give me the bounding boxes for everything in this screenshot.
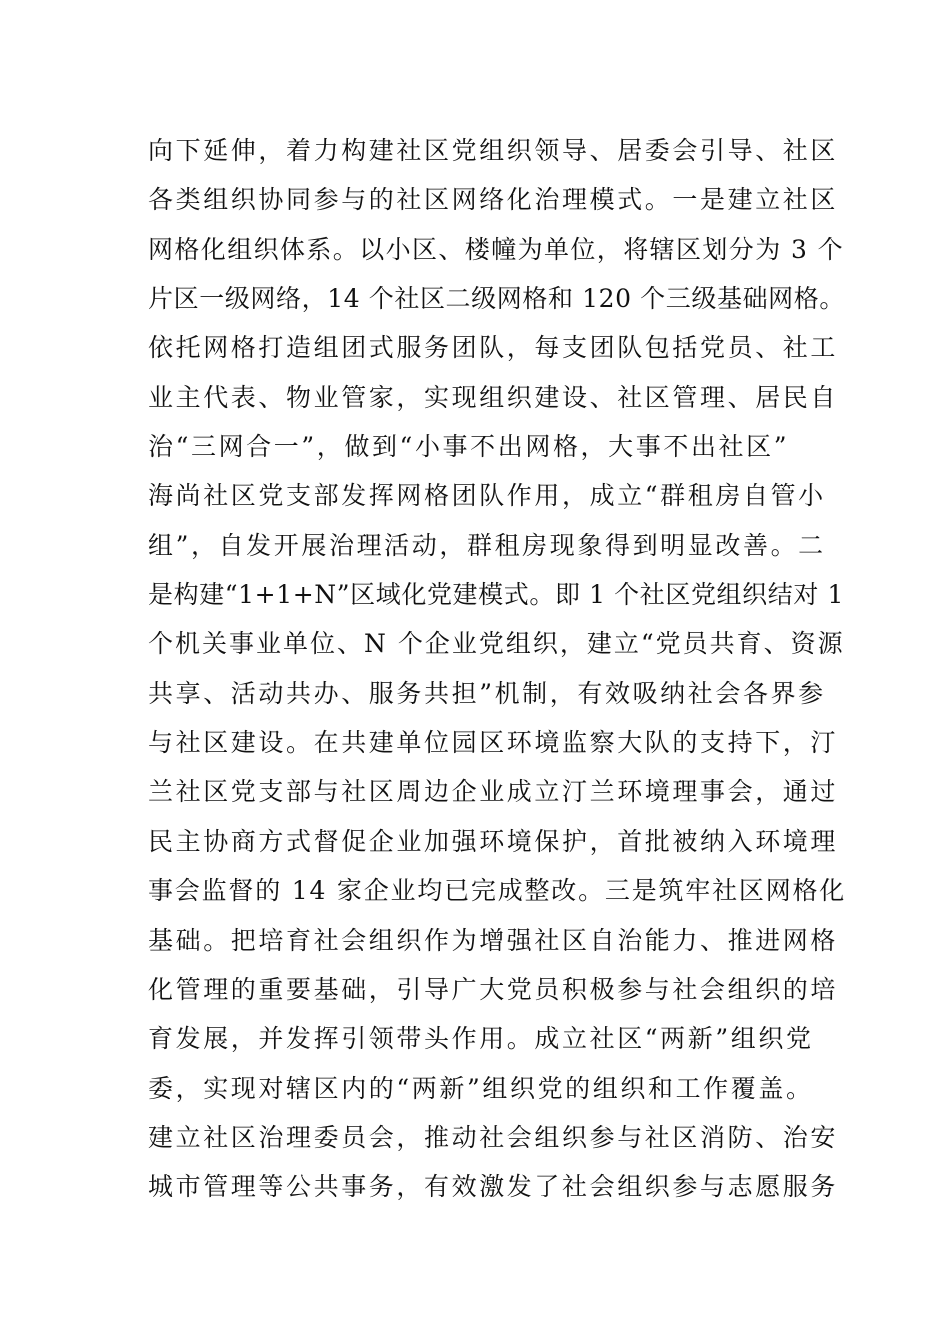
text-line: 民主协商方式督促企业加强环境保护，首批被纳入环境理	[148, 826, 839, 856]
text-line: 与社区建设。在共建单位园区环境监察大队的支持下，汀	[148, 728, 839, 758]
text-line: 个机关事业单位、N 个企业党组织，建立“党员共育、资源	[148, 629, 845, 659]
text-line: 化管理的重要基础，引导广大党员积极参与社会组织的培	[148, 974, 839, 1004]
text-line: 片区一级网络，14 个社区二级网格和 120 个三级基础网格。	[148, 284, 845, 314]
text-line: 育发展，并发挥引领带头作用。成立社区“两新”组织党	[148, 1024, 814, 1054]
text-line: 共享、活动共办、服务共担”机制，有效吸纳社会各界参	[148, 678, 826, 708]
text-line: 组”，自发开展治理活动，群租房现象得到明显改善。二	[148, 530, 826, 560]
text-line: 委，实现对辖区内的“两新”组织党的组织和工作覆盖。	[148, 1073, 814, 1103]
text-line: 海尚社区党支部发挥网格团队作用，成立“群租房自管小	[148, 481, 826, 511]
text-line: 业主代表、物业管家，实现组织建设、社区管理、居民自	[148, 382, 839, 412]
body-text	[148, 126, 848, 1212]
text-line: 各类组织协同参与的社区网络化治理模式。一是建立社区	[148, 185, 839, 215]
text-line: 兰社区党支部与社区周边企业成立汀兰环境理事会，通过	[148, 777, 839, 807]
text-line: 向下延伸，着力构建社区党组织领导、居委会引导、社区	[148, 136, 839, 165]
text-line: 网格化组织体系。以小区、楼幢为单位，将辖区划分为 3 个	[148, 234, 845, 264]
text-line: 依托网格打造组团式服务团队，每支团队包括党员、社工	[148, 333, 839, 363]
text-line: 基础。把培育社会组织作为增强社区自治能力、推进网格	[148, 925, 839, 955]
text-line: 建立社区治理委员会，推动社会组织参与社区消防、治安	[148, 1122, 839, 1152]
text-line: 治“三网合一”，做到“小事不出网格，大事不出社区”	[148, 432, 790, 462]
text-line: 城市管理等公共事务，有效激发了社会组织参与志愿服务	[148, 1172, 839, 1202]
text-line: 是构建“1+1+N”区域化党建模式。即 1 个社区党组织结对 1	[148, 580, 844, 610]
text-line: 事会监督的 14 家企业均已完成整改。三是筑牢社区网格化	[148, 876, 847, 906]
